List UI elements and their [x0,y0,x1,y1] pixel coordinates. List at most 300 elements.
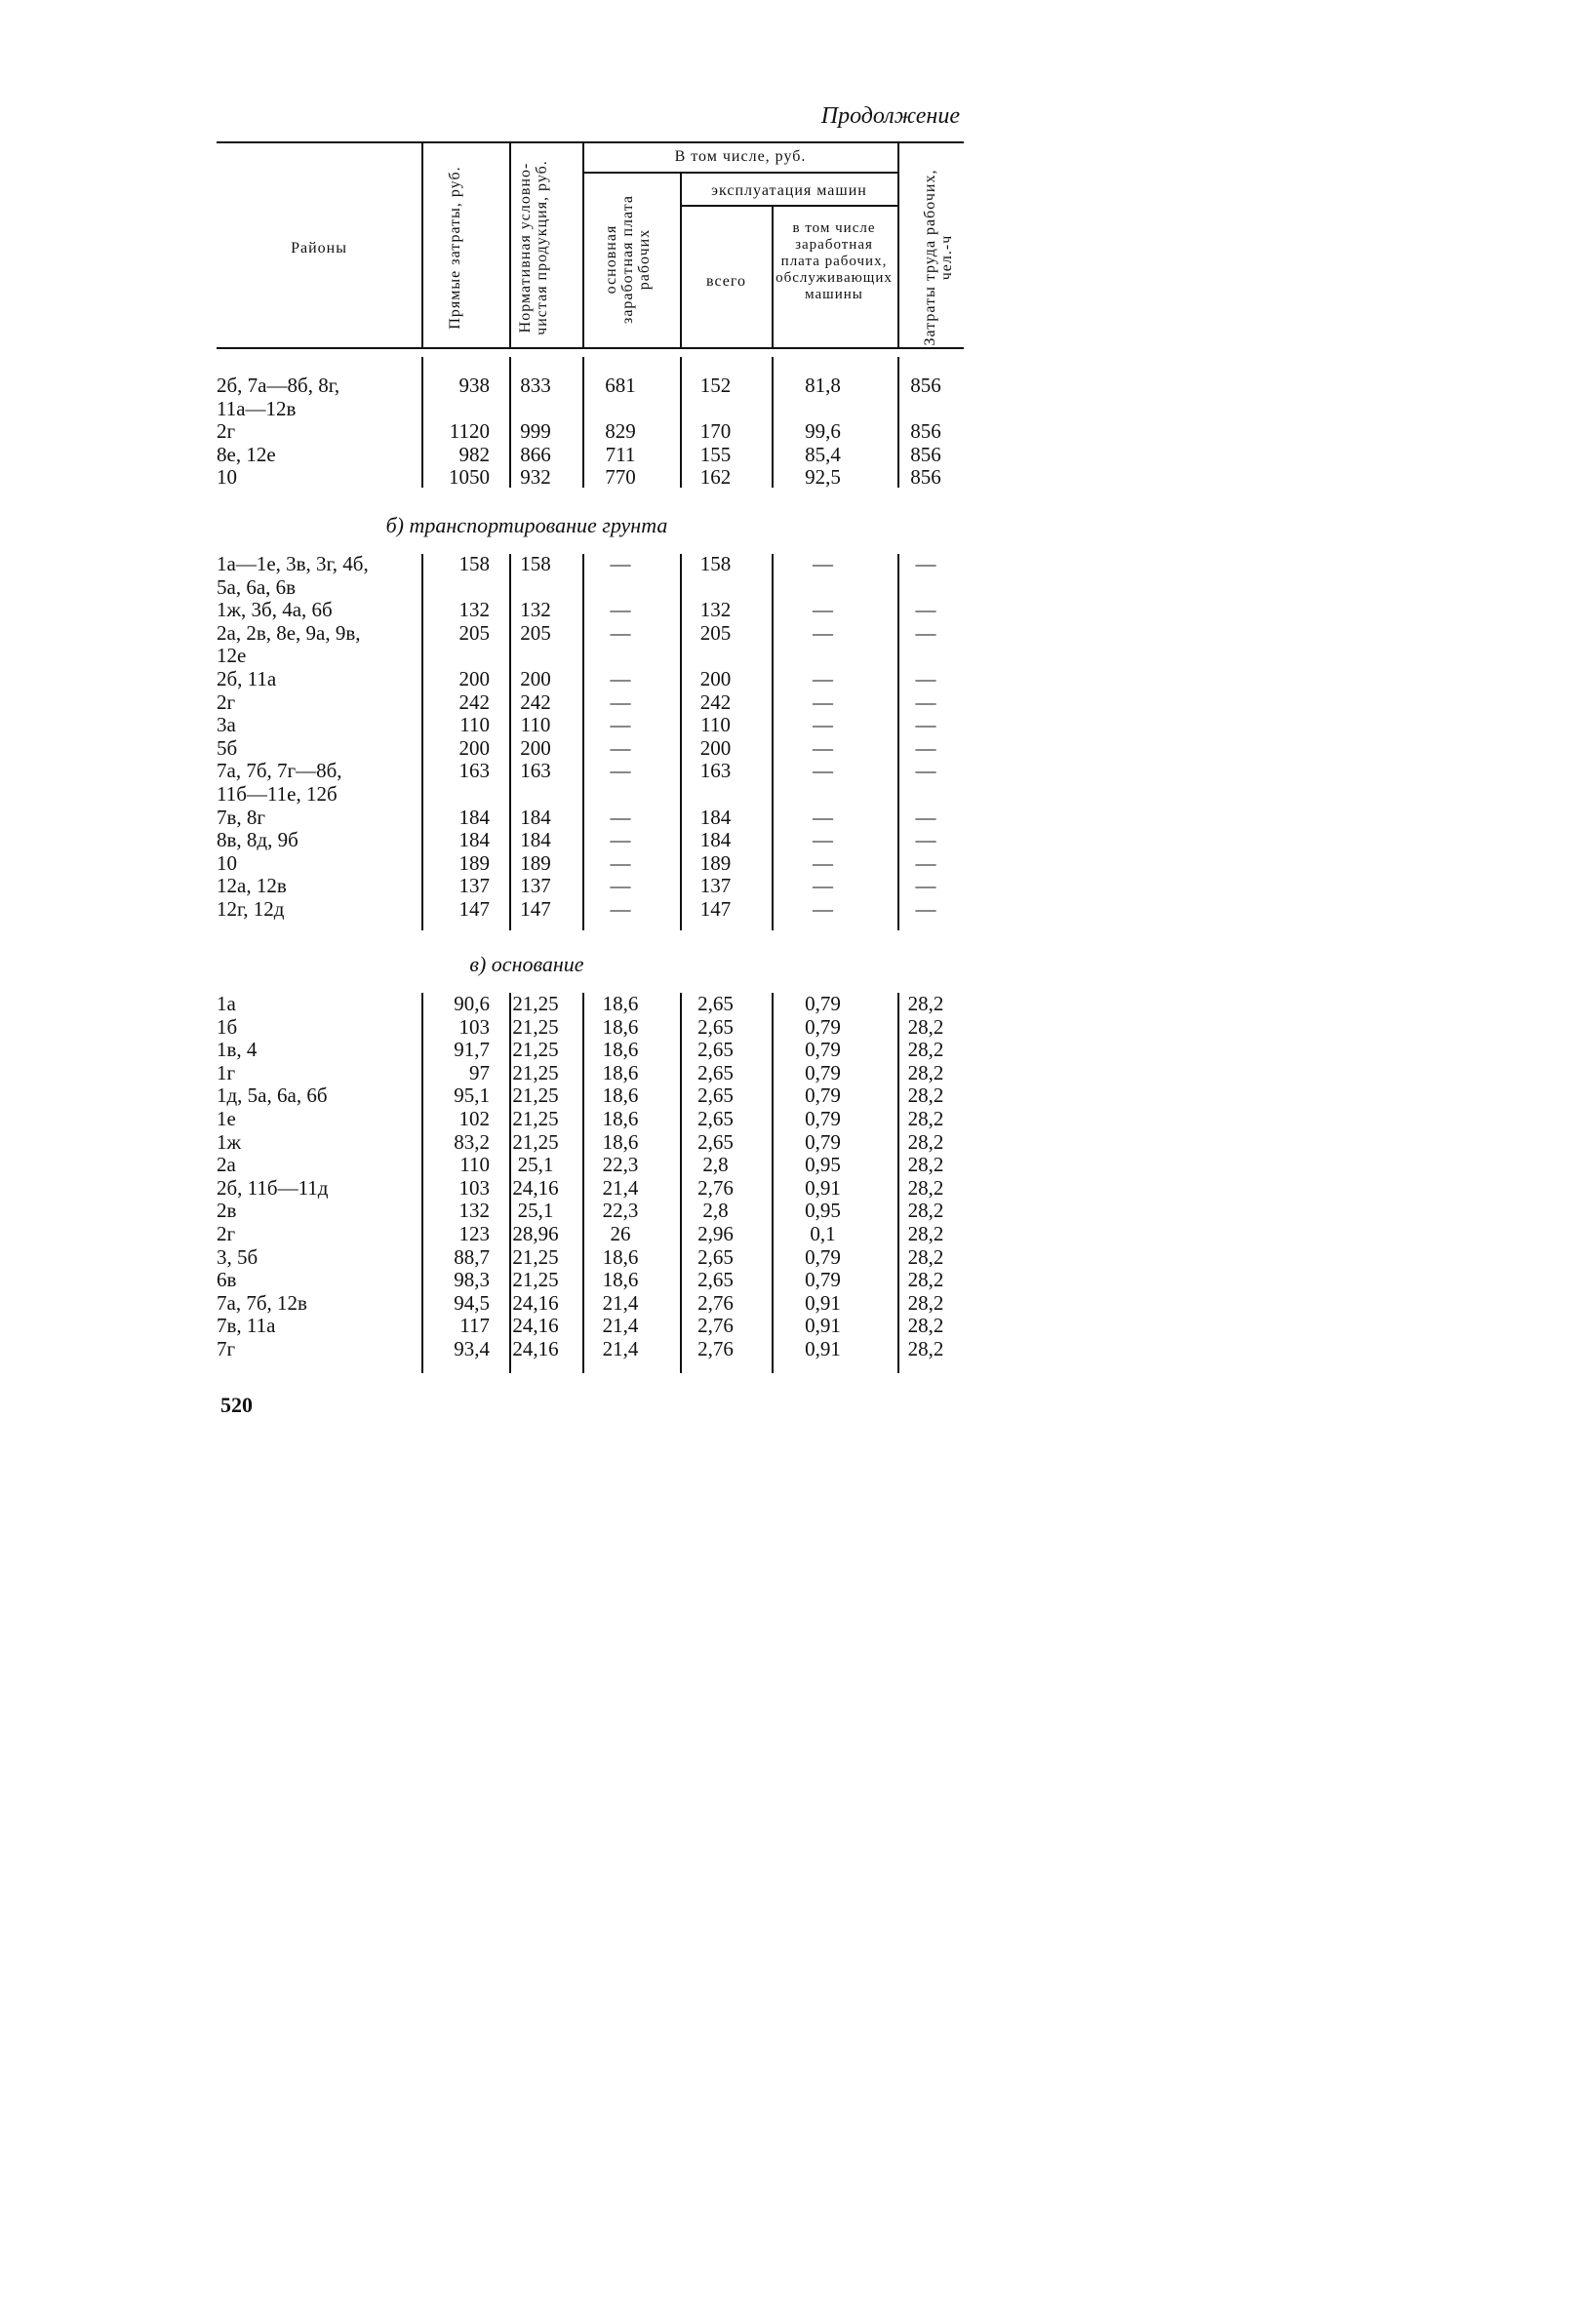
cell-machine-wage: — [813,850,833,875]
cell-base-wage: — [610,598,631,622]
cell-labor: 28,2 [907,1060,944,1084]
cell-base-wage [572,398,669,421]
cell-base-wage: 21,4 [602,1314,639,1338]
header-machine-ops: эксплуатация машин [711,182,867,199]
cell-labor: 28,2 [907,1221,944,1245]
cell-normative: 932 [520,465,551,490]
cell-machine-wage: 0,79 [805,1244,841,1269]
cell-region: 10 [217,850,237,875]
cell-labor: 28,2 [907,1129,944,1154]
cell-direct [421,645,499,668]
cell-normative: 242 [520,689,551,714]
cell-labor: 28,2 [907,1106,944,1130]
cell-region: 1ж, 3б, 4а, 6б [217,598,333,622]
cell-base-wage: — [610,620,631,645]
cell-labor: 856 [910,465,941,490]
table-row [217,398,968,421]
cell-region: 6в [217,1268,237,1292]
cell-base-wage: 18,6 [602,1038,639,1062]
cell-direct: 110 [459,1153,490,1177]
cell-normative [499,576,572,600]
cell-machine-wage: — [813,552,833,575]
header-normative-net: Нормативная условно-чистая продукция, руб. [517,160,550,335]
cell-labor: 28,2 [907,1244,944,1269]
cell-machine-total: 2,65 [697,1129,734,1154]
cell-machine-total: 137 [699,874,732,898]
cell-normative [499,398,572,421]
cell-machine-total: 2,8 [702,1199,729,1223]
header-vrule [509,143,511,347]
table-row [217,668,968,691]
cell-region: 5а, 6а, 6в [217,574,297,599]
cell-region: 2а, 2в, 8е, 9а, 9в, [217,620,361,645]
cell-machine-wage: 81,8 [805,374,841,397]
cell-machine-wage [762,645,884,668]
cell-direct: 184 [458,828,490,852]
cell-machine-total: 2,65 [697,1038,734,1062]
cell-machine-total: 2,65 [697,1106,734,1130]
cell-machine-wage: 0,79 [805,1268,841,1292]
cell-direct: 242 [458,689,490,714]
cell-normative: 999 [520,419,551,444]
cell-base-wage: — [610,828,631,852]
table-row [217,553,968,576]
cell-normative: 21,25 [512,1038,559,1062]
table-row [217,1292,968,1316]
cell-machine-total: 242 [699,689,732,714]
cell-base-wage [572,783,669,807]
cell-machine-total: 2,96 [697,1221,734,1245]
cell-direct: 95,1 [454,1083,490,1108]
header-vrule [772,207,774,347]
cell-base-wage: 21,4 [602,1175,639,1200]
cell-labor [884,645,968,668]
cell-region: 1е [217,1106,236,1130]
machine-rule [681,205,897,207]
cell-normative: 866 [520,442,551,466]
cell-machine-wage: — [813,689,833,714]
table-row [217,645,968,668]
cell-machine-wage [762,398,884,421]
cell-direct: 938 [458,374,490,397]
cell-region: 7а, 7б, 12в [217,1290,307,1315]
cell-region: 12г, 12д [217,896,285,921]
cell-machine-wage: 0,91 [805,1290,841,1315]
cell-machine-wage: 0,79 [805,992,841,1015]
cell-normative: 21,25 [512,1244,559,1269]
cell-machine-wage: 0,79 [805,1060,841,1084]
cell-base-wage: 18,6 [602,1244,639,1269]
table-section-a [217,374,968,490]
cell-direct: 132 [458,598,490,622]
cell-region: 7г [217,1336,236,1360]
cell-base-wage: 21,4 [602,1290,639,1315]
cell-direct: 102 [458,1106,490,1130]
table-row [217,875,968,898]
table-section-b [217,553,968,922]
cell-labor: — [915,598,936,622]
table-row [217,714,968,737]
table-section-v [217,993,968,1361]
table-row [217,807,968,830]
cell-region: 2в [217,1199,237,1223]
continuation-label: Продолжение [820,103,960,129]
cell-normative: 147 [520,896,551,921]
cell-machine-wage: 0,95 [805,1199,841,1223]
table-row [217,420,968,444]
page-number: 520 [220,1393,253,1417]
cell-base-wage: — [610,850,631,875]
cell-region: 1а [217,992,236,1015]
cell-machine-wage: 0,79 [805,1129,841,1154]
cell-labor: 28,2 [907,1290,944,1315]
cell-labor: — [915,896,936,921]
cell-direct: 98,3 [454,1268,490,1292]
cell-machine-total: 184 [699,805,732,829]
cell-region: 2б, 11а [217,666,277,690]
cell-machine-wage: — [813,759,833,783]
table-row [217,1338,968,1361]
cell-base-wage: 829 [605,419,636,444]
cell-normative: 184 [520,828,551,852]
cell-direct [421,576,499,600]
cell-region: 11б—11е, 12б [217,781,338,806]
header-bottom-rule [217,347,964,349]
cell-machine-wage: 85,4 [805,442,841,466]
cell-direct: 83,2 [454,1129,490,1154]
cell-region: 3, 5б [217,1244,259,1269]
cell-direct: 200 [458,666,490,690]
cell-normative: 189 [520,850,551,875]
table-row [217,1269,968,1292]
cell-base-wage: 26 [610,1221,631,1245]
cell-region: 1г [217,1060,236,1084]
cell-machine-total: 189 [699,850,732,875]
cell-machine-total: 170 [699,419,732,444]
cell-machine-wage [762,783,884,807]
cell-region: 2г [217,1221,236,1245]
cell-labor: — [915,759,936,783]
cell-machine-total: 2,76 [697,1175,734,1200]
cell-machine-wage: 0,79 [805,1038,841,1062]
including-rule [583,172,897,174]
header-vrule [897,143,899,347]
cell-machine-total: 2,65 [697,1268,734,1292]
cell-base-wage: — [610,874,631,898]
cell-machine-wage: — [813,713,833,737]
cell-region: 2г [217,689,236,714]
cell-normative: 25,1 [517,1199,554,1223]
cell-labor: 28,2 [907,1314,944,1338]
cell-machine-wage: 0,79 [805,1014,841,1039]
cell-machine-wage: — [813,598,833,622]
cell-base-wage: 18,6 [602,1129,639,1154]
cell-direct: 110 [459,713,490,737]
cell-direct: 189 [458,850,490,875]
cell-direct: 982 [458,442,490,466]
cell-direct: 97 [469,1060,490,1084]
cell-machine-wage: 0,95 [805,1153,841,1177]
cell-labor: 28,2 [907,1014,944,1039]
cell-region: 10 [217,465,237,490]
cell-base-wage: 18,6 [602,1268,639,1292]
cell-region: 2г [217,419,236,444]
cell-normative: 24,16 [512,1336,559,1360]
cell-region: 1в, 4 [217,1038,258,1062]
cell-direct: 147 [458,896,490,921]
cell-region: 7в, 11а [217,1314,276,1338]
cell-base-wage: 18,6 [602,992,639,1015]
cell-direct: 90,6 [454,992,490,1015]
cell-direct: 88,7 [454,1244,490,1269]
cell-machine-total: 2,76 [697,1290,734,1315]
cell-region: 8в, 8д, 9б [217,828,298,852]
table-row [217,691,968,715]
cell-labor [884,783,968,807]
table-row [217,737,968,761]
cell-direct: 94,5 [454,1290,490,1315]
cell-labor: — [915,689,936,714]
cell-machine-total: 200 [699,666,732,690]
cell-direct: 163 [458,759,490,783]
table-row [217,1177,968,1201]
header-labor: Затраты труда рабочих, чел.-ч [922,169,955,346]
cell-region: 7а, 7б, 7г—8б, [217,759,342,783]
cell-base-wage: 770 [605,465,636,490]
cell-labor: 856 [910,419,941,444]
cell-direct [421,398,499,421]
table-row [217,444,968,467]
section-title-b: б) транспортирование грунта [385,513,668,537]
cell-machine-total: 2,65 [697,1014,734,1039]
cell-machine-total: 2,65 [697,1060,734,1084]
cell-base-wage: 711 [605,442,636,466]
table-row [217,1200,968,1223]
cell-region: 12а, 12в [217,874,287,898]
cell-machine-wage: — [813,735,833,760]
cell-base-wage [572,645,669,668]
cell-region: 1а—1е, 3в, 3г, 4б, [217,552,369,575]
cell-labor: — [915,850,936,875]
table-row [217,622,968,646]
cell-base-wage: 22,3 [602,1199,639,1223]
cell-machine-wage: — [813,805,833,829]
table-row [217,1131,968,1155]
cell-region: 2а [217,1153,236,1177]
cell-normative: 200 [520,666,551,690]
cell-base-wage: 18,6 [602,1083,639,1108]
cell-machine-total: 200 [699,735,732,760]
cell-labor: 28,2 [907,1336,944,1360]
cell-labor: 28,2 [907,1083,944,1108]
cell-base-wage [572,576,669,600]
cell-normative: 158 [520,552,551,575]
cell-machine-total: 155 [699,442,732,466]
cell-direct: 200 [458,735,490,760]
cell-machine-wage: 99,6 [805,419,841,444]
cell-machine-total: 152 [699,374,732,397]
table-row [217,374,968,398]
cell-base-wage: 681 [605,374,636,397]
header-vrule [582,143,584,347]
cell-normative: 21,25 [512,1060,559,1084]
cell-normative: 28,96 [512,1221,559,1245]
cell-direct: 1120 [449,419,490,444]
header-vrule [680,174,682,347]
cell-normative: 205 [520,620,551,645]
header-regions: Районы [291,240,347,256]
header-including: В том числе, руб. [674,148,807,165]
cell-direct: 103 [458,1175,490,1200]
cell-machine-total [669,645,762,668]
table-row [217,1039,968,1062]
cell-machine-total: 2,65 [697,1244,734,1269]
cell-direct: 117 [459,1314,490,1338]
cell-machine-total: 205 [699,620,732,645]
cell-region: 8е, 12е [217,442,276,466]
cell-direct: 205 [458,620,490,645]
cell-machine-total: 2,8 [702,1153,729,1177]
cell-region: 2б, 7а—8б, 8г, [217,374,340,397]
cell-machine-wage: 0,79 [805,1106,841,1130]
cell-labor: — [915,874,936,898]
cell-machine-wage: — [813,828,833,852]
section-title-v: в) основание [469,952,584,976]
cell-normative: 21,25 [512,1268,559,1292]
table-row [217,1246,968,1270]
cell-base-wage: 21,4 [602,1336,639,1360]
table-row [217,898,968,922]
cell-region: 1б [217,1014,238,1039]
cell-normative: 24,16 [512,1175,559,1200]
cell-labor: 28,2 [907,1038,944,1062]
cell-direct: 184 [458,805,490,829]
header-incl-wage: в том числе заработная плата рабочих, обслуживающих машины [776,220,893,302]
cell-labor: — [915,735,936,760]
cell-direct: 103 [458,1014,490,1039]
cell-labor: 28,2 [907,1199,944,1223]
cell-labor: 28,2 [907,1268,944,1292]
cell-normative [499,645,572,668]
cell-region: 12е [217,644,247,668]
cell-machine-total: 2,76 [697,1314,734,1338]
cell-machine-wage: 0,79 [805,1083,841,1108]
cell-labor: — [915,666,936,690]
table-row [217,1108,968,1131]
cell-labor: — [915,713,936,737]
cell-machine-total: 2,65 [697,992,734,1015]
cell-normative: 25,1 [517,1153,554,1177]
cell-region: 3а [217,713,236,737]
table-row [217,576,968,600]
cell-machine-total: 110 [700,713,731,737]
cell-labor: — [915,828,936,852]
header-top-rule [217,141,964,143]
table-row [217,1154,968,1177]
cell-direct: 123 [458,1221,490,1245]
cell-machine-total: 184 [699,828,732,852]
cell-machine-total: 2,76 [697,1336,734,1360]
cell-labor: 28,2 [907,992,944,1015]
cell-labor: — [915,620,936,645]
table-row [217,852,968,876]
cell-machine-total: 158 [699,552,732,575]
cell-machine-wage: — [813,666,833,690]
table-row [217,1223,968,1246]
table-row [217,466,968,490]
cell-normative: 833 [520,374,551,397]
cell-normative: 163 [520,759,551,783]
cell-base-wage: 18,6 [602,1106,639,1130]
cell-direct: 91,7 [454,1038,490,1062]
cell-direct: 1050 [449,465,490,490]
cell-machine-total [669,783,762,807]
cell-machine-wage: — [813,874,833,898]
cell-normative: 21,25 [512,1014,559,1039]
cell-direct [421,783,499,807]
cell-machine-wage: — [813,620,833,645]
cell-machine-total [669,398,762,421]
cell-region: 2б, 11б—11д [217,1175,329,1200]
cell-labor [884,398,968,421]
cell-labor [884,576,968,600]
cell-normative: 24,16 [512,1290,559,1315]
cell-machine-wage: 0,1 [810,1221,836,1245]
table-row [217,1315,968,1338]
cell-labor: — [915,552,936,575]
cell-base-wage: 18,6 [602,1060,639,1084]
cell-direct: 132 [458,1199,490,1223]
cell-base-wage: — [610,666,631,690]
cell-base-wage: — [610,759,631,783]
cell-normative: 21,25 [512,992,559,1015]
cell-machine-total: 132 [699,598,732,622]
cell-machine-wage: 0,91 [805,1314,841,1338]
cell-direct: 158 [458,552,490,575]
table-row [217,1016,968,1040]
cell-base-wage: 22,3 [602,1153,639,1177]
table-row [217,829,968,852]
cell-direct: 93,4 [454,1336,490,1360]
cell-normative: 137 [520,874,551,898]
cell-region: 11а—12в [217,396,297,420]
cell-normative: 21,25 [512,1083,559,1108]
table-row [217,760,968,783]
cell-normative: 110 [520,713,551,737]
cell-labor: 28,2 [907,1153,944,1177]
cell-machine-wage [762,576,884,600]
cell-machine-total: 162 [699,465,732,490]
header-base-wage: основная заработная плата рабочих [603,195,653,324]
cell-normative: 21,25 [512,1106,559,1130]
cell-base-wage: — [610,689,631,714]
cell-region: 1ж [217,1129,242,1154]
cell-machine-total: 2,65 [697,1083,734,1108]
cell-normative [499,783,572,807]
cell-base-wage: — [610,805,631,829]
cell-machine-wage: — [813,896,833,921]
cell-machine-total: 163 [699,759,732,783]
cell-normative: 184 [520,805,551,829]
header-total: всего [705,273,747,290]
cell-labor: 856 [910,442,941,466]
cell-machine-wage: 92,5 [805,465,841,490]
cell-region: 5б [217,735,238,760]
cell-base-wage: — [610,735,631,760]
cell-region: 1д, 5а, 6а, 6б [217,1083,328,1108]
cell-direct: 137 [458,874,490,898]
cell-machine-wage: 0,91 [805,1175,841,1200]
